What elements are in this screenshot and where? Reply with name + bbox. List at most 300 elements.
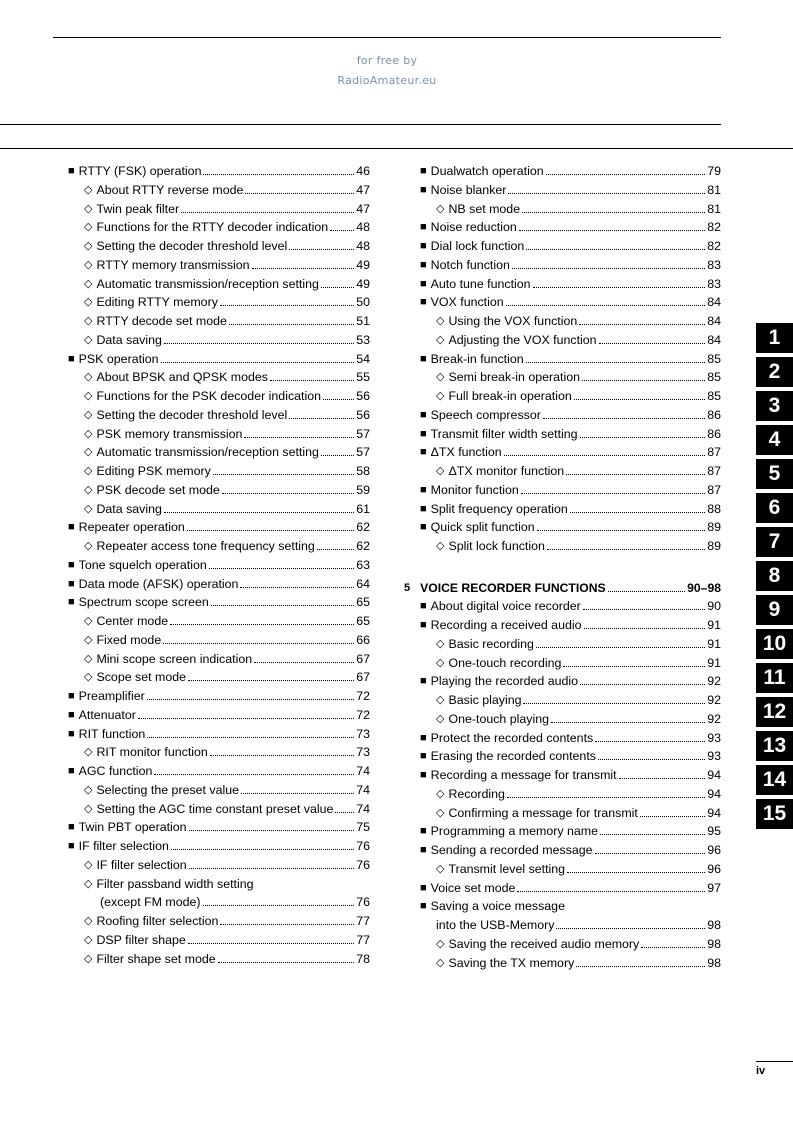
toc-entry-label: Sending a recorded message: [430, 843, 593, 857]
toc-entry-label: Playing the recorded audio: [430, 674, 579, 689]
toc-entry: [84, 498, 370, 516]
square-bullet-icon: ■: [68, 521, 75, 534]
square-bullet-icon: ■: [420, 446, 427, 459]
toc-entry-page: 90–98: [687, 580, 721, 595]
toc-entry-label: Twin PBT operation: [78, 820, 187, 835]
square-bullet-icon: ■: [420, 900, 427, 913]
dot-leader: [164, 512, 354, 513]
dot-leader: [641, 947, 705, 948]
chapter-tab-3[interactable]: 3: [756, 391, 793, 421]
toc-entry: [436, 689, 721, 707]
toc-entry-label: VOX function: [430, 295, 504, 310]
square-bullet-icon: ■: [68, 840, 75, 852]
dot-leader: [181, 212, 354, 213]
diamond-bullet-icon: ◇: [84, 427, 93, 440]
toc-entry-label: Twin peak filter: [96, 201, 180, 216]
toc-entry-label: Setting the AGC time constant preset value: [96, 801, 334, 816]
toc-entry-label: AGC function: [78, 764, 153, 778]
dot-leader: [507, 797, 705, 798]
toc-entry-label: VOICE RECORDER FUNCTIONS: [420, 580, 606, 595]
toc-entry-label: Split lock function: [448, 539, 545, 553]
square-bullet-icon: ■: [420, 165, 427, 177]
dot-leader: [218, 962, 355, 963]
chapter-tab-15[interactable]: 15: [756, 799, 793, 829]
toc-entry-page: 89: [707, 539, 721, 553]
dot-leader: [161, 362, 355, 363]
dot-leader: [154, 774, 354, 775]
toc-entry: [68, 704, 370, 722]
toc-entry: [420, 595, 721, 613]
toc-entry-label: IF filter selection: [96, 857, 187, 872]
diamond-bullet-icon: ◇: [84, 277, 93, 290]
toc-entry-label: IF filter selection: [78, 839, 169, 853]
toc-entry-label: Full break-in operation: [448, 389, 572, 403]
dot-leader: [599, 343, 706, 344]
dot-leader: [519, 230, 705, 231]
toc-entry-page: 74: [356, 764, 370, 778]
square-bullet-icon: ■: [68, 165, 75, 177]
toc-entry-label: Filter shape set mode: [96, 951, 216, 966]
toc-entry: [420, 479, 721, 497]
toc-entry: [436, 914, 721, 932]
diamond-bullet-icon: ◇: [84, 858, 93, 871]
dot-leader: [254, 662, 354, 663]
toc-entry-label: Editing RTTY memory: [96, 295, 218, 310]
toc-entry-page: 72: [356, 707, 370, 722]
chapter-tab-4[interactable]: 4: [756, 425, 793, 455]
diamond-bullet-icon: ◇: [84, 296, 93, 309]
dot-leader: [598, 759, 705, 760]
dot-leader: [508, 193, 705, 194]
toc-entry-page: 48: [356, 239, 370, 253]
toc-entry: [420, 273, 721, 291]
toc-entry: [68, 573, 370, 591]
dot-leader: [580, 684, 705, 685]
toc-entry-label: Monitor function: [430, 482, 519, 497]
toc-entry-label: ΔTX monitor function: [448, 464, 565, 478]
toc-entry-page: 94: [707, 768, 721, 782]
toc-entry-page: 47: [356, 201, 370, 216]
dot-leader: [556, 928, 705, 929]
toc-entry: [420, 745, 721, 763]
diamond-bullet-icon: ◇: [84, 652, 93, 665]
toc-entry-label: NB set mode: [448, 201, 521, 216]
toc-entry-page: 84: [707, 314, 721, 328]
toc-entry: [436, 858, 721, 876]
toc-entry: [84, 535, 370, 553]
toc-entry-label: into the USB-Memory: [436, 918, 555, 932]
toc-entry-label: Semi break-in operation: [448, 370, 581, 385]
toc-entry-label: RTTY (FSK) operation: [78, 164, 202, 178]
toc-entry-page: 48: [356, 220, 370, 235]
dot-leader: [189, 830, 355, 831]
chapter-tab-13[interactable]: 13: [756, 731, 793, 761]
toc-entry-label: Selecting the preset value: [96, 782, 240, 797]
header-rule-lower: [0, 148, 793, 149]
toc-entry-page: 84: [707, 295, 721, 310]
dot-leader: [270, 380, 354, 381]
diamond-bullet-icon: ◇: [436, 371, 445, 384]
toc-entry: [84, 310, 370, 328]
toc-entry-label: Confirming a message for transmit: [448, 805, 638, 820]
toc-entry: [84, 479, 370, 497]
diamond-bullet-icon: ◇: [84, 221, 93, 234]
toc-entry: [436, 310, 721, 328]
toc-entry: [436, 460, 721, 478]
toc-entry-page: 92: [707, 693, 721, 707]
toc-entry-page: 93: [707, 749, 721, 764]
toc-entry-label: Speech compressor: [430, 407, 541, 422]
toc-entry: [420, 764, 721, 782]
toc-entry-page: 91: [707, 655, 721, 670]
dot-leader: [335, 812, 354, 813]
toc-entry-label: (except FM mode): [100, 895, 201, 910]
dot-leader: [567, 872, 705, 873]
toc-entry-label: RIT monitor function: [96, 745, 208, 760]
toc-entry-page: 62: [356, 539, 370, 553]
toc-entry-page: 88: [707, 501, 721, 516]
dot-leader: [220, 305, 354, 306]
toc-entry: [84, 291, 370, 309]
toc-entry: [84, 910, 370, 928]
dot-leader: [211, 605, 354, 606]
diamond-bullet-icon: ◇: [84, 540, 93, 552]
diamond-bullet-icon: ◇: [84, 408, 93, 421]
toc-entry-page: 87: [707, 464, 721, 478]
diamond-bullet-icon: ◇: [84, 202, 93, 215]
toc-entry: [420, 291, 721, 309]
toc-entry-label: Attenuator: [78, 707, 136, 722]
toc-entry-page: 98: [707, 936, 721, 951]
toc-entry-page: 50: [356, 295, 370, 310]
toc-entry-page: 57: [356, 445, 370, 460]
toc-entry-page: 65: [356, 614, 370, 628]
square-bullet-icon: ■: [68, 596, 75, 609]
toc-entry: [420, 404, 721, 422]
toc-entry: [84, 873, 370, 891]
dot-leader: [189, 868, 355, 869]
page-number: iv: [756, 1065, 766, 1077]
dot-leader: [220, 924, 354, 925]
toc-entry-label: One-touch playing: [448, 711, 550, 726]
dot-leader: [583, 609, 705, 610]
toc-entry: [68, 760, 370, 778]
toc-entry: [84, 779, 370, 797]
dot-leader: [330, 230, 354, 231]
square-bullet-icon: ■: [68, 352, 75, 365]
toc-entry-page: 90: [707, 599, 721, 614]
dot-leader: [526, 362, 706, 363]
toc-entry-label: Data saving: [96, 332, 162, 347]
toc-entry: [420, 727, 721, 745]
square-bullet-icon: ■: [420, 427, 427, 440]
toc-entry: [436, 366, 721, 384]
toc-entry-label: Editing PSK memory: [96, 464, 211, 478]
toc-entry-label: RTTY decode set mode: [96, 314, 227, 328]
toc-entry-label: Saving the TX memory: [448, 955, 575, 970]
diamond-bullet-icon: ◇: [84, 915, 93, 927]
square-bullet-icon: ■: [68, 690, 75, 702]
toc-entry: [84, 385, 370, 403]
diamond-bullet-icon: ◇: [84, 390, 93, 402]
chapter-tab-14[interactable]: 14: [756, 765, 793, 795]
diamond-bullet-icon: ◇: [84, 802, 93, 815]
toc-entry: [436, 952, 721, 970]
toc-entry-label: Basic playing: [448, 693, 522, 707]
toc-entry: [84, 441, 370, 459]
toc-entry-page: 89: [707, 520, 721, 535]
square-bullet-icon: ■: [420, 408, 427, 421]
chapter-tab-1[interactable]: 1: [756, 323, 793, 353]
toc-entry: [84, 629, 370, 647]
dot-leader: [551, 722, 705, 723]
dot-leader: [523, 703, 705, 704]
toc-entry-page: 73: [356, 726, 370, 741]
toc-entry-label: Mini scope screen indication: [96, 651, 253, 666]
toc-entry-label: Recording: [448, 786, 505, 801]
toc-entry-page: 86: [707, 426, 721, 441]
section-number: 5: [404, 581, 411, 594]
dot-leader: [163, 643, 354, 644]
toc-entry: [436, 535, 721, 553]
toc-entry-label: Data saving: [96, 501, 162, 516]
toc-entry-label: Preamplifier: [78, 689, 145, 703]
toc-entry-page: 76: [356, 839, 370, 853]
toc-entry-page: 59: [356, 482, 370, 497]
square-bullet-icon: ■: [420, 240, 427, 252]
toc-entry-label: PSK memory transmission: [96, 426, 243, 441]
toc-entry: [84, 216, 370, 234]
toc-entry-page: 63: [356, 557, 370, 572]
dot-leader: [566, 474, 705, 475]
chapter-tab-12[interactable]: 12: [756, 697, 793, 727]
toc-entry: [420, 839, 721, 857]
dot-leader: [595, 741, 705, 742]
square-bullet-icon: ■: [420, 502, 427, 515]
diamond-bullet-icon: ◇: [84, 483, 93, 496]
toc-entry-page: 75: [356, 820, 370, 835]
toc-entry-page: 76: [356, 895, 370, 910]
toc-entry-label: Setting the decoder threshold level: [96, 407, 288, 422]
dot-leader: [533, 287, 706, 288]
toc-entry-page: 81: [707, 201, 721, 216]
toc-entry: [84, 254, 370, 272]
toc-entry-page: 84: [707, 332, 721, 347]
toc-entry-label: Automatic transmission/reception setting: [96, 276, 319, 291]
toc-entry-page: 66: [356, 632, 370, 647]
diamond-bullet-icon: ◇: [84, 671, 93, 684]
chapter-tab-7[interactable]: 7: [756, 527, 793, 557]
toc-entry-page: 55: [356, 370, 370, 385]
chapter-tab-8[interactable]: 8: [756, 561, 793, 591]
toc-entry: [100, 891, 370, 909]
toc-entry: [84, 610, 370, 628]
toc-entry-label: Noise blanker: [430, 182, 507, 197]
square-bullet-icon: ■: [420, 483, 427, 496]
toc-entry: [436, 708, 721, 726]
toc-entry-page: 72: [356, 689, 370, 703]
toc-entry: [420, 254, 721, 272]
square-bullet-icon: ■: [420, 750, 427, 763]
toc-entry-page: 83: [707, 276, 721, 291]
diamond-bullet-icon: ◇: [84, 633, 93, 646]
dot-leader: [147, 699, 354, 700]
toc-entry-label: DSP filter shape: [96, 932, 186, 947]
toc-entry-page: 73: [356, 745, 370, 760]
toc-entry-page: 82: [707, 220, 721, 235]
dot-leader: [170, 624, 354, 625]
dot-leader: [600, 834, 705, 835]
chapter-tab-9[interactable]: 9: [756, 595, 793, 625]
diamond-bullet-icon: ◇: [84, 315, 93, 327]
chapter-tab-5[interactable]: 5: [756, 459, 793, 489]
chapter-tab-2[interactable]: 2: [756, 357, 793, 387]
toc-entry: [420, 216, 721, 234]
toc-entry-page: 54: [356, 351, 370, 366]
toc-entry-page: 98: [707, 955, 721, 970]
toc-entry-page: 97: [707, 880, 721, 895]
toc-entry-page: 96: [707, 843, 721, 857]
diamond-bullet-icon: ◇: [84, 933, 93, 946]
toc-entry: [68, 160, 370, 178]
toc-entry-label: Voice set mode: [430, 880, 516, 895]
dot-leader: [187, 530, 354, 531]
square-bullet-icon: ■: [420, 521, 427, 534]
toc-entry-page: 61: [356, 501, 370, 516]
toc-entry-label: Repeater access tone frequency setting: [96, 539, 315, 553]
dot-leader: [517, 891, 705, 892]
toc-entry: [404, 577, 721, 595]
toc-entry-label: Tone squelch operation: [78, 557, 207, 572]
chapter-tab-6[interactable]: 6: [756, 493, 793, 523]
square-bullet-icon: ■: [420, 675, 427, 688]
dot-leader: [222, 493, 354, 494]
toc-entry: [436, 783, 721, 801]
dot-leader: [512, 268, 705, 269]
toc-entry: [68, 554, 370, 572]
toc-entry-label: PSK decode set mode: [96, 482, 220, 497]
toc-entry-page: 95: [707, 824, 721, 839]
toc-entry: [84, 460, 370, 478]
square-bullet-icon: ■: [68, 727, 75, 740]
square-bullet-icon: ■: [420, 881, 427, 894]
toc-entry: [68, 723, 370, 741]
toc-entry-page: 57: [356, 426, 370, 441]
diamond-bullet-icon: ◇: [436, 806, 445, 819]
toc-entry-page: 83: [707, 257, 721, 272]
toc-entry-label: Basic recording: [448, 636, 534, 651]
toc-entry: [84, 329, 370, 347]
toc-entry-label: Split frequency operation: [430, 501, 568, 516]
dot-leader: [252, 268, 355, 269]
dot-leader: [240, 587, 354, 588]
toc-entry-label: About BPSK and QPSK modes: [96, 370, 268, 385]
toc-entry-label: One-touch recording: [448, 655, 562, 670]
toc-entry-page: 46: [356, 164, 370, 178]
dot-leader: [582, 380, 705, 381]
chapter-tab-10[interactable]: 10: [756, 629, 793, 659]
dot-leader: [546, 174, 706, 175]
diamond-bullet-icon: ◇: [436, 202, 445, 215]
toc-entry: [84, 404, 370, 422]
toc-entry-label: Notch function: [430, 257, 510, 272]
toc-entry: [420, 235, 721, 253]
diamond-bullet-icon: ◇: [84, 783, 93, 796]
dot-leader: [506, 305, 706, 306]
square-bullet-icon: ■: [420, 183, 427, 196]
diamond-bullet-icon: ◇: [436, 333, 445, 346]
dot-leader: [188, 943, 354, 944]
dot-leader: [522, 212, 705, 213]
toc-entry-label: Dualwatch operation: [430, 164, 544, 178]
toc-entry: [420, 670, 721, 688]
toc-entry-label: Erasing the recorded contents: [430, 749, 596, 764]
toc-entry-label: ΔTX function: [430, 445, 502, 460]
toc-entry-page: 67: [356, 651, 370, 666]
toc-entry: [420, 348, 721, 366]
diamond-bullet-icon: ◇: [84, 746, 93, 759]
toc-entry: [420, 423, 721, 441]
watermark-line1: for free by: [356, 54, 418, 67]
chapter-tab-11[interactable]: 11: [756, 663, 793, 693]
diamond-bullet-icon: ◇: [84, 240, 93, 252]
square-bullet-icon: ■: [420, 769, 427, 781]
diamond-bullet-icon: ◇: [436, 862, 445, 875]
square-bullet-icon: ■: [68, 558, 75, 571]
toc-entry: [420, 877, 721, 895]
footer-rule: [756, 1061, 793, 1062]
diamond-bullet-icon: ◇: [84, 446, 93, 459]
dot-leader: [619, 778, 706, 779]
top-rule: [53, 37, 721, 38]
toc-entry-label: Recording a message for transmit: [430, 768, 617, 782]
square-bullet-icon: ■: [420, 600, 427, 613]
dot-leader: [317, 549, 354, 550]
toc-entry-label: RTTY memory transmission: [96, 257, 250, 272]
toc-entry: [84, 179, 370, 197]
diamond-bullet-icon: ◇: [436, 956, 445, 969]
dot-leader: [321, 287, 354, 288]
toc-entry-page: 62: [356, 520, 370, 535]
diamond-bullet-icon: ◇: [436, 787, 445, 800]
toc-entry-label: Using the VOX function: [448, 314, 578, 328]
toc-entry: [84, 798, 370, 816]
toc-entry: [436, 802, 721, 820]
toc-entry-page: 56: [356, 389, 370, 403]
dot-leader: [536, 647, 705, 648]
dot-leader: [203, 905, 355, 906]
toc-entry-label: Scope set mode: [96, 670, 187, 685]
toc-entry-label: Center mode: [96, 614, 169, 628]
toc-entry-label: Saving the received audio memory: [448, 936, 640, 951]
toc-entry-label: About digital voice recorder: [430, 599, 581, 614]
toc-entry-label: Data mode (AFSK) operation: [78, 576, 239, 591]
dot-leader: [504, 455, 706, 456]
toc-entry-page: 51: [356, 314, 370, 328]
toc-entry: [436, 385, 721, 403]
toc-entry-page: 94: [707, 805, 721, 820]
toc-entry: [84, 235, 370, 253]
toc-entry-label: Programming a memory name: [430, 824, 598, 839]
diamond-bullet-icon: ◇: [84, 952, 93, 965]
toc-entry: [84, 648, 370, 666]
diamond-bullet-icon: ◇: [84, 183, 93, 196]
square-bullet-icon: ■: [420, 619, 427, 631]
dot-leader: [579, 324, 705, 325]
square-bullet-icon: ■: [68, 708, 75, 721]
square-bullet-icon: ■: [420, 221, 427, 234]
dot-leader: [209, 568, 354, 569]
